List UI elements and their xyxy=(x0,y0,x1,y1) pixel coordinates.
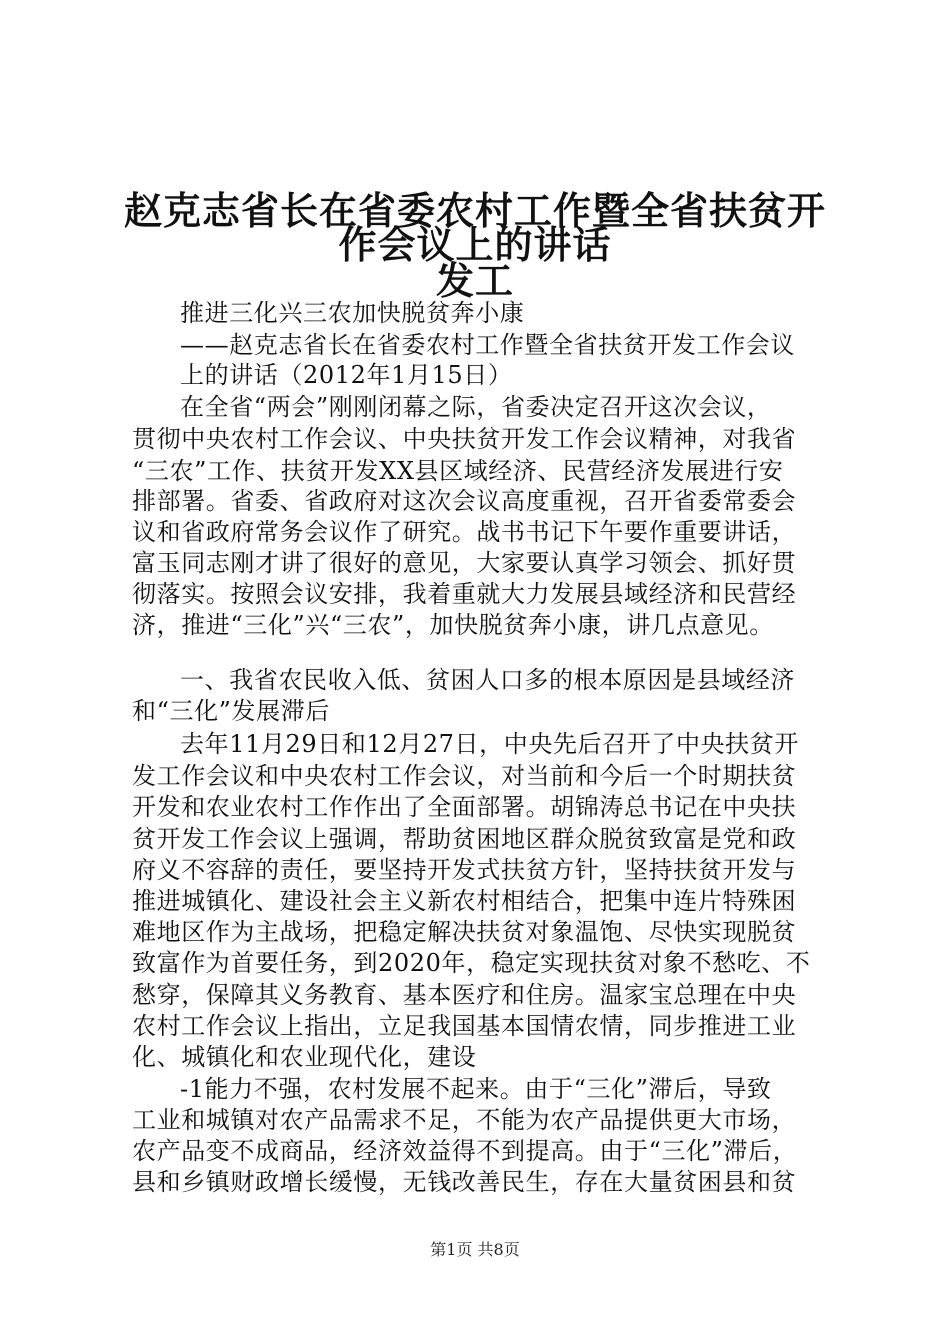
paragraph-line: 富玉同志刚才讲了很好的意见，大家要认真学习领会、抓好贯 xyxy=(132,549,797,577)
paragraph-line: 贫开发工作会议上强调，帮助贫困地区群众脱贫致富是党和政 xyxy=(132,825,797,853)
subtitle-speaker: ——赵克志省长在省委农村工作暨全省扶贫开发工作会议 xyxy=(180,331,795,359)
page-number-footer: 第1页 共8页 xyxy=(430,1240,520,1259)
paragraph-line: 难地区作为主战场，把稳定解决扶贫对象温饱、尽快实现脱贫 xyxy=(132,918,797,946)
paragraph-line: 工业和城镇对农产品需求不足，不能为农产品提供更大市场， xyxy=(132,1106,797,1134)
section-heading: 一、我省农民收入低、贫困人口多的根本原因是县域经济 xyxy=(180,666,795,694)
section-heading: 和“三化”发展滞后 xyxy=(132,697,330,725)
paragraph-line: 济，推进“三化”兴“三农”，加快脱贫奔小康，讲几点意见。 xyxy=(132,611,774,639)
paragraph-line: -1能力不强，农村发展不起来。由于“三化”滞后，导致 xyxy=(180,1075,772,1103)
paragraph-line: 发工作会议和中央农村工作会议，对当前和今后一个时期扶贫 xyxy=(132,762,797,790)
paragraph-line: 化、城镇化和农业现代化，建设 xyxy=(132,1043,477,1071)
paragraph-line: 议和省政府常务会议作了研究。战书书记下午要作重要讲话， xyxy=(132,518,797,546)
paragraph-line: 在全省“两会”刚刚闭幕之际，省委决定召开这次会议， xyxy=(180,393,772,421)
paragraph-line: “三农”工作、扶贫开发XX县区域经济、民营经济发展进行安 xyxy=(132,457,784,485)
paragraph-line: 推进城镇化、建设社会主义新农村相结合，把集中连片特殊困 xyxy=(132,887,797,915)
paragraph-line: 农产品变不成商品，经济效益得不到提高。由于“三化”滞后， xyxy=(132,1137,798,1165)
paragraph-line: 彻落实。按照会议安排，我着重就大力发展县域经济和民营经 xyxy=(132,580,797,608)
paragraph-line: 县和乡镇财政增长缓慢，无钱改善民生，存在大量贫困县和贫 xyxy=(132,1168,797,1196)
subtitle: 推进三化兴三农加快脱贫奔小康 xyxy=(180,299,525,327)
paragraph-line: 去年11月29日和12月27日，中央先后召开了中央扶贫开 xyxy=(180,730,799,758)
paragraph-line: 排部署。省委、省政府对这次会议高度重视，召开省委常委会 xyxy=(132,487,797,515)
paragraph-line: 府义不容辞的责任，要坚持开发式扶贫方针，坚持扶贫开发与 xyxy=(132,856,797,884)
document-title-line-2: 作会议上的讲话 xyxy=(338,223,612,267)
paragraph-line: 愁穿，保障其义务教育、基本医疗和住房。温家宝总理在中央 xyxy=(132,981,797,1009)
paragraph-line: 贯彻中央农村工作会议、中央扶贫开发工作会议精神，对我省 xyxy=(132,425,797,453)
paragraph-line: 农村工作会议上指出，立足我国基本国情农情，同步推进工业 xyxy=(132,1012,797,1040)
paragraph-line: 致富作为首要任务，到2020年，稳定实现扶贫对象不愁吃、不 xyxy=(132,949,811,977)
document-title-line-1: 赵克志省长在省委农村工作暨全省扶贫开发工 xyxy=(123,189,826,303)
subtitle-date: 上的讲话（2012年1月15日） xyxy=(180,361,513,389)
paragraph-line: 开发和农业农村工作作出了全面部署。胡锦涛总书记在中央扶 xyxy=(132,793,797,821)
